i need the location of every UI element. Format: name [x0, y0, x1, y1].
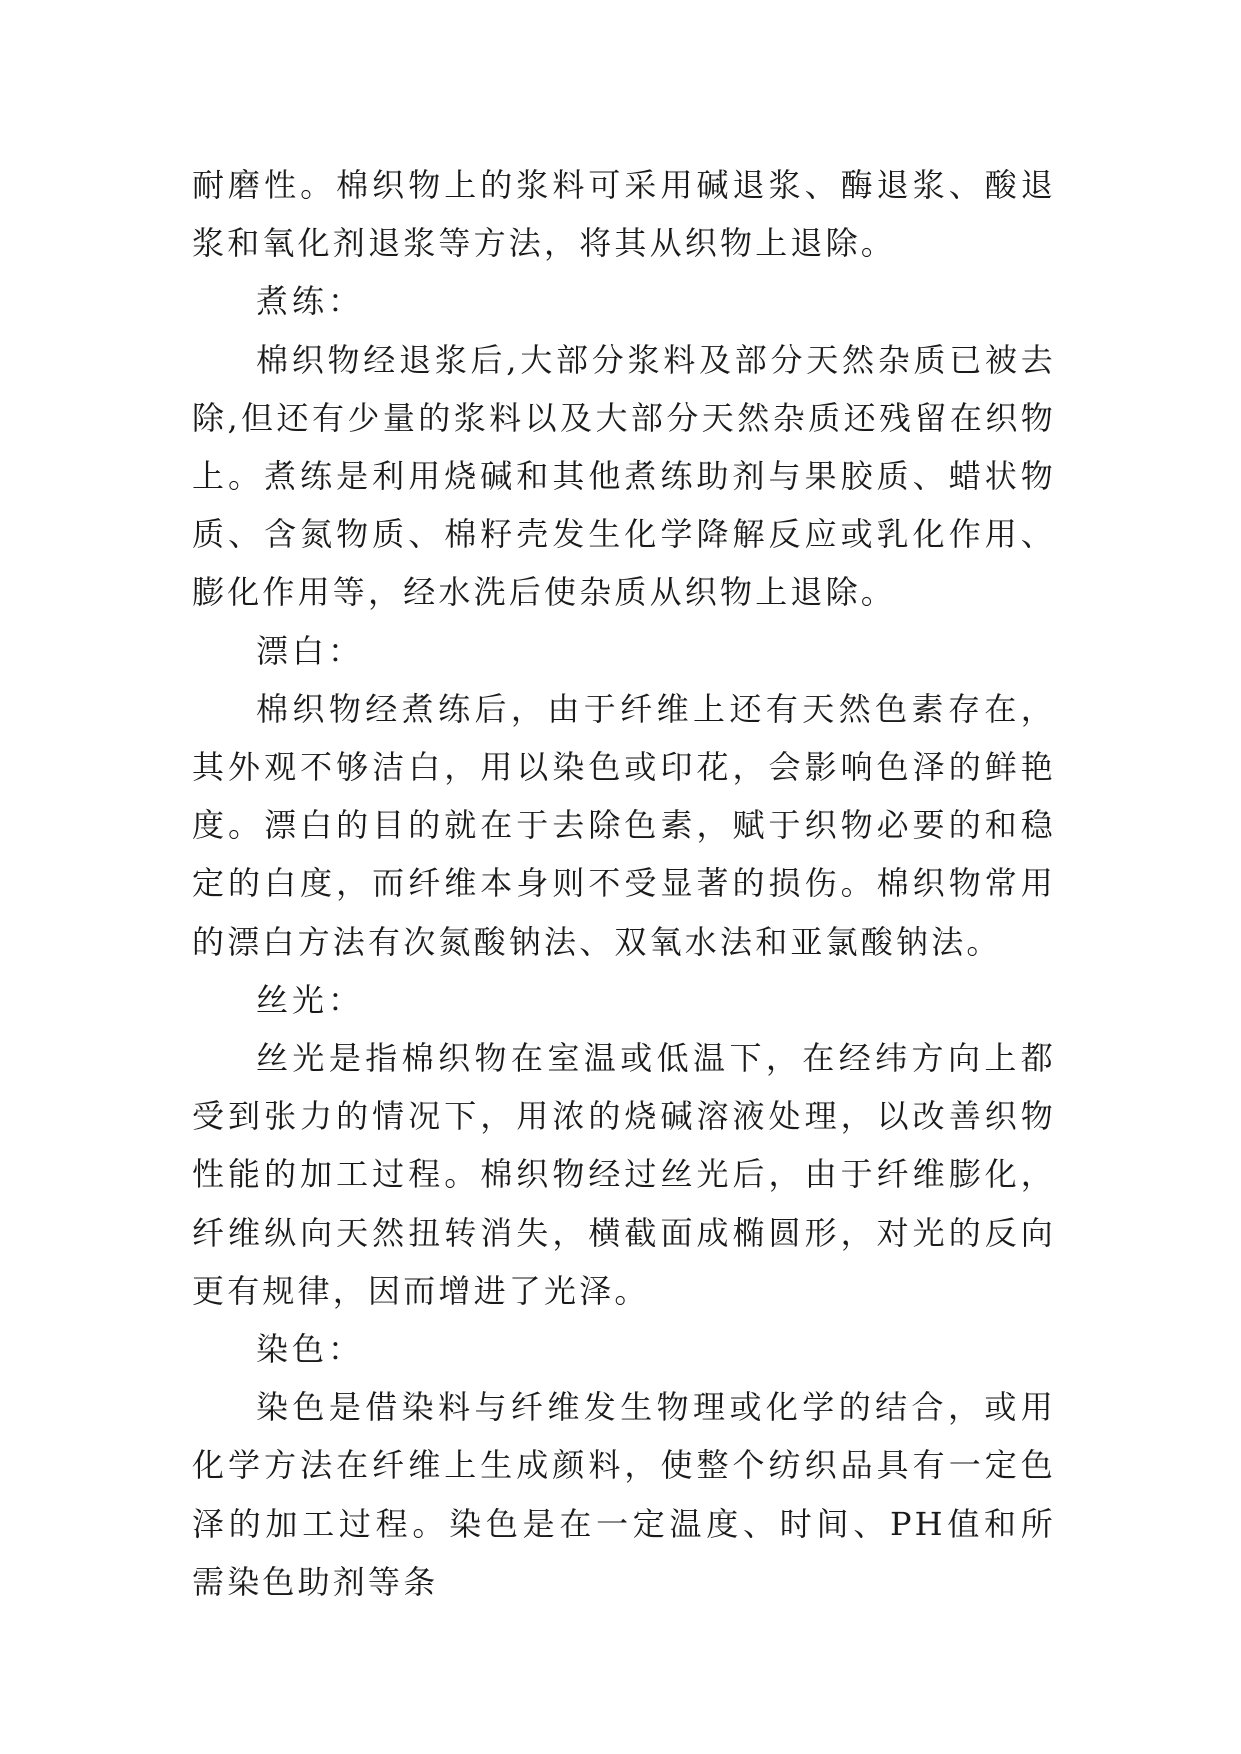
paragraph-scouring: 棉织物经退浆后,大部分浆料及部分天然杂质已被去除,但还有少量的浆料以及大部分天然杂质还残留在织物上。煮练是利用烧碱和其他煮练助剂与果胶质、蜡状物质、含氮物质、棉籽壳发生化学降解反应或乳化作用、膨化作用等，经水洗后使杂质从织物上退除。	[192, 340, 1056, 612]
paragraph-bleaching: 棉织物经煮练后，由于纤维上还有天然色素存在，其外观不够洁白，用以染色或印花，会影响色泽的鲜艳度。漂白的目的就在于去除色素，赋于织物必要的和稳定的白度，而纤维本身则不受显著的损伤。棉织物常用的漂白方法有次氮酸钠法、双氧水法和亚氯酸钠法。	[192, 689, 1056, 961]
paragraph-mercerizing: 丝光是指棉织物在室温或低温下，在经纬方向上都受到张力的情况下，用浓的烧碱溶液处理，以改善织物性能的加工过程。棉织物经过丝光后，由于纤维膨化，纤维纵向天然扭转消失，横截面成椭圆形，对光的反向更有规律，因而增进了光泽。	[192, 1039, 1056, 1310]
section-heading-scouring: 煮练：	[256, 282, 365, 321]
paragraph-dyeing: 染色是借染料与纤维发生物理或化学的结合，或用化学方法在纤维上生成颜料，使整个纺织品具有一定色泽的加工过程。染色是在一定温度、时间、PH值和所需染色助剂等条	[192, 1388, 1056, 1601]
paragraph-continuation: 耐磨性。棉织物上的浆料可采用碱退浆、酶退浆、酸退浆和氧化剂退浆等方法，将其从织物上退除。	[192, 166, 1056, 263]
section-heading-dyeing: 染色：	[256, 1330, 365, 1369]
document-body	[192, 156, 1056, 1611]
section-heading-mercerizing: 丝光：	[256, 980, 365, 1019]
section-heading-bleaching: 漂白：	[256, 631, 365, 670]
